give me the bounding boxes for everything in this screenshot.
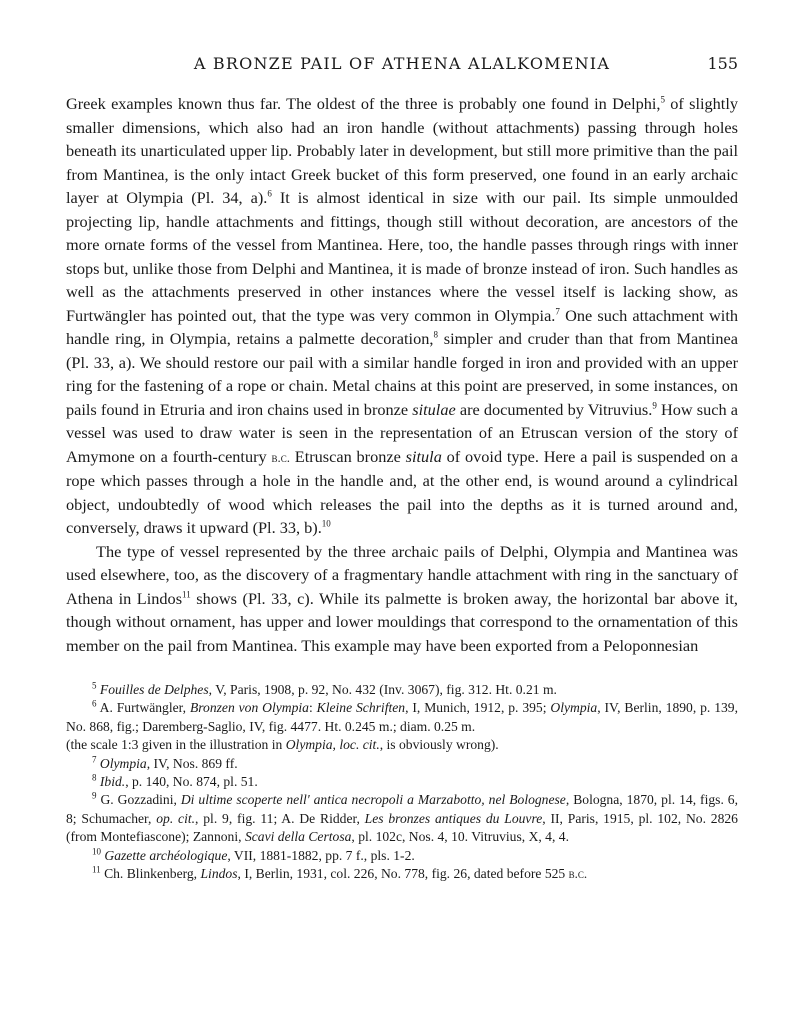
footnote-number: 10 [92,846,101,857]
book-page [66,46,738,883]
text-span: , I, Munich, 1912, p. 395; [405,700,551,716]
text-span: , p. 140, No. 874, pl. 51. [125,774,258,790]
footnote-number: 6 [92,698,97,709]
footnote-ref-8: 8 [433,329,438,340]
era-abbrev: b.c. [568,866,588,882]
italic-title: Olympia [99,755,147,771]
footnote-number: 8 [92,772,97,783]
paragraph-1 [66,92,738,540]
footnote-ref-6: 6 [267,188,272,199]
italic-term: situlae [412,399,456,419]
text-span: A. Furtwängler, [96,700,190,716]
text-span: , pl. 102c, Nos. 4, 10. Vitruvius, X, 4, 4. [351,829,569,845]
italic-title: Olympia [550,700,598,716]
footnote-number: 7 [92,754,97,765]
text-span: , IV, Nos. 869 ff. [146,755,238,771]
footnote-ref-7: 7 [555,306,560,317]
footnote-ref-10: 10 [321,518,331,529]
footnote-ref-11: 11 [182,589,191,600]
italic-title: Scavi della Certosa [244,829,352,845]
body-text [66,92,738,657]
text-span: The type of vessel represented by the three archaic pails of Delphi, Olympia and Mantinea was used elsewhere, too, as the discovery of a fragmentary handle attachment with ring in the sanctuary of Athena in Lindos [66,541,738,608]
footnote-11 [66,865,738,883]
running-head [66,46,738,74]
footnote-5 [66,681,738,699]
text-span: , II, Paris, 1915, pl. 102, No. 2826 (from Montefiascone); Zannoni, [66,810,738,845]
footnote-ref-9: 9 [652,400,657,411]
footnote-9 [66,791,738,846]
italic-title: Olympia, loc. cit. [285,737,380,753]
text-span: It is almost identical in size with our pail. Its simple unmoulded projecting lip, handle attachments and fittings, though still without decoration, are ancestors of the more ornate forms of the vessel from Mantinea. Here, too, the handle passes through rings with inner stops but, unlike those from Delphi and Mantinea, it is made of bronze instead of iron. Such handles as well as the attachments preserved in other instances where the vessel itself is lacking show, as Furtwängler has pointed out, that the type was very common in Olympia. [66,188,738,325]
italic-title: Gazette archéologique [104,847,228,863]
text-span: How such a vessel was used to draw water is seen in the representation of an Etruscan version of the story of Amymone on a fourth-century [66,399,739,466]
italic-title: Lindos [200,866,238,882]
footnote-number: 5 [92,680,97,691]
footnote-6 [66,699,738,736]
italic-title: Ibid. [99,774,126,790]
text-span: Etruscan bronze [289,446,406,466]
text-span: Ch. Blinkenberg, [100,866,201,882]
italic-title: Bronzen von Olympia [189,700,309,716]
text-span: G. Gozzadini, [96,792,181,808]
italic-title: Kleine Schriften [316,700,406,716]
italic-title: op. cit. [156,810,196,826]
footnote-8 [66,773,738,791]
text-span: , VII, 1881-1882, pp. 7 f., pls. 1-2. [227,847,415,863]
text-span: , IV, Berlin, 1890, p. 139, No. 868, fig.; Daremberg-Saglio, IV, fig. 4477. Ht. 0.245 m.; diam. 0.25 m. [66,700,738,734]
text-span: are documented by Vitruvius. [455,399,653,419]
text-span: of slightly smaller dimensions, which also had an iron handle (without attachments) passing through holes beneath its unarticulated upper lip. Probably later in development, but still more primitive than the pail from Mantinea, is the only intact Greek bucket of this form preserved, one found in an early archaic layer at Olympia (Pl. 34, a). [66,94,738,207]
text-span: (the scale 1:3 given in the illustration in [66,737,286,753]
italic-term: situla [405,446,442,466]
text-span: shows (Pl. 33, c). While its palmette is broken away, the horizontal bar above it, though without ornament, has upper and lower mouldings that correspond to the ornamentation of this member on the pail from Mantinea. This example may have been exported from a Peloponnesian [66,588,738,655]
footnote-number: 11 [92,864,101,875]
footnotes [66,681,738,883]
page-number: 155 [707,54,738,73]
footnote-6-continued [66,736,738,754]
text-span: of ovoid type. Here a pail is suspended on a rope which passes through a hole in the handle and, at the other end, is wound around a cylindrical object, undoubtedly of wood which releases the pail into the depths as it is turned around and, conversely, draws it upward (Pl. 33, b). [66,446,739,537]
italic-title: Di ultime scoperte nell' antica necropoli a Marzabotto, nel Bolognese [180,792,566,808]
footnote-7 [66,755,738,773]
text-span: Greek examples known thus far. The oldest of the three is probably one found in Delphi, [66,94,661,113]
footnote-10 [66,847,738,865]
era-abbrev: b.c. [271,449,290,465]
paragraph-2 [66,540,738,658]
text-span: , Bologna, 1870, pl. 14, figs. 6, 8; Schumacher, [66,792,738,826]
text-span: simpler and cruder than that from Mantinea (Pl. 33, a). We should restore our pail with a similar handle forged in iron and provided with an upper ring for the fastening of a rope or chain. Metal chains at this point are preserved, in some instances, on pails found in Etruria and iron chains used in bronze [66,329,738,419]
footnote-number: 9 [92,790,97,801]
text-span: , is obviously wrong). [379,737,499,753]
footnote-ref-5: 5 [660,94,665,105]
text-span: : [308,700,317,716]
text-span: , V, Paris, 1908, p. 92, No. 432 (Inv. 3067), fig. 312. Ht. 0.21 m. [208,682,557,697]
text-span: , pl. 9, fig. 11; A. De Ridder, [195,810,365,826]
text-span: , I, Berlin, 1931, col. 226, No. 778, fig. 26, dated before 525 [237,866,569,882]
running-title: A BRONZE PAIL OF ATHENA ALALKOMENIA [193,54,611,73]
italic-title: Fouilles de Delphes [99,682,209,697]
italic-title: Les bronzes antiques du Louvre [364,810,543,826]
text-span: One such attachment with handle ring, in Olympia, retains a palmette decoration, [66,305,738,348]
